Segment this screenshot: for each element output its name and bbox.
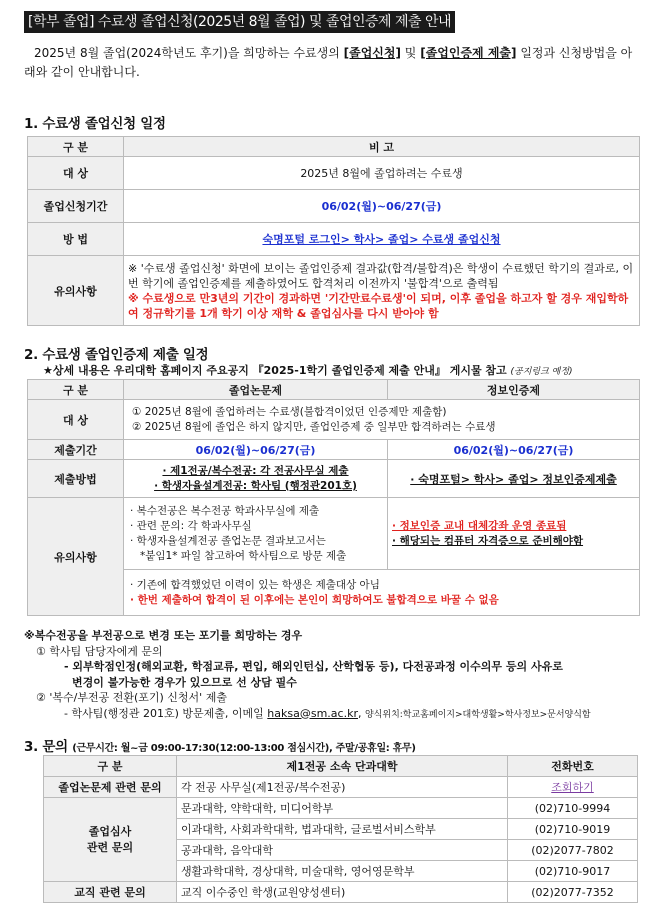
s2-method-thesis-1: · 제1전공/복수전공: 각 전공사무실 제출 [162, 464, 349, 477]
section2-reference-text: ★상세 내용은 우리대학 홈페이지 주요공지 『2025-1학기 졸업인증제 제출 안내』 게시물 참고 [43, 364, 507, 377]
s2-thesis-note-2: · 관련 문의: 각 학과사무실 [130, 519, 252, 532]
double-major-step1-detail2: 변경이 불가능한 경우가 있으므로 선 상담 필수 [72, 675, 297, 689]
s3-review-college-3: 공과대학, 음악대학 [177, 840, 508, 861]
haksa-email-link[interactable]: haksa@sm.ac.kr [267, 706, 358, 720]
section2-table [27, 379, 640, 616]
section2-link-pending: (공지링크 예정) [510, 367, 573, 377]
double-major-heading: ※복수전공을 부전공으로 변경 또는 포기를 희망하는 경우 [24, 629, 303, 642]
s2-thesis-note-3: · 학생자율설계전공 졸업논문 결과보고서는 [130, 534, 326, 547]
s2-info-note-1: · 정보인증 교내 대체강좌 운영 종료됨 [392, 519, 567, 532]
double-major-step2: ② '복수/부전공 전환(포기) 신청서' 제출 [36, 691, 227, 704]
s3-teaching-phone: (02)2077-7352 [508, 882, 638, 903]
s3-header-college: 제1전공 소속 단과대학 [177, 756, 508, 777]
s3-review-label: 졸업심사 관련 문의 [44, 798, 177, 882]
double-major-step1-detail1: - 외부학점인정(해외교환, 학점교류, 편입, 해외인턴십, 산학협동 등), 다전공과정 이수의무 등의 사유로 [64, 660, 563, 673]
s1-period-value: 06/02(월)~06/27(금) [124, 190, 640, 223]
s1-period-label: 졸업신청기간 [28, 190, 124, 223]
s2-header-category: 구 분 [28, 380, 124, 400]
s2-method-thesis-2: · 학생자율설계전공: 학사팀 (행정관201호) [154, 479, 357, 492]
s1-method-link[interactable]: 숙명포털 로그인> 학사> 졸업> 수료생 졸업신청 [262, 233, 501, 246]
s3-thesis-label: 졸업논문제 관련 문의 [44, 777, 177, 798]
s2-period-thesis: 06/02(월)~06/27(금) [124, 440, 388, 460]
s3-review-phone-1: (02)710-9994 [508, 798, 638, 819]
s2-header-thesis: 졸업논문제 [124, 380, 388, 400]
s2-period-label: 제출기간 [28, 440, 124, 460]
section2-reference [43, 362, 573, 378]
s1-note-1: ※ '수료생 졸업신청' 화면에 보이는 졸업인증제 결과값(합격/불합격)은 학생이 수료했던 학기의 결과로, 이번 학기에 졸업인증제를 제출하였어도 합격처리 이전까지 '불합격'으로 출력됨 [128, 261, 634, 290]
section3-heading-row [24, 735, 416, 755]
s1-target-label: 대 상 [28, 157, 124, 190]
section1-table [27, 136, 640, 326]
s3-teaching-college: 교직 이수중인 학생(교원양성센터) [177, 882, 508, 903]
s1-method-label: 방 법 [28, 223, 124, 256]
intro-paragraph [24, 44, 640, 82]
s3-review-college-1: 문과대학, 약학대학, 미디어학부 [177, 798, 508, 819]
s3-teaching-label: 교직 관련 문의 [44, 882, 177, 903]
intro-text-1: 2025년 8월 졸업(2024학년도 후기)을 희망하는 수료생의 [34, 46, 344, 60]
s3-review-college-4: 생활과학대학, 경상대학, 미술대학, 영어영문학부 [177, 861, 508, 882]
s1-target-value: 2025년 8월에 졸업하려는 수료생 [124, 157, 640, 190]
s2-period-info: 06/02(월)~06/27(금) [388, 440, 640, 460]
form-location: 양식위치:학교홈페이지>대학생활>학사정보>문서양식함 [364, 709, 591, 720]
intro-text-3: 일정과 신청방법을 아래와 같이 안내합니다. [24, 46, 633, 79]
intro-bold-certification: [졸업인증제 제출] [420, 46, 517, 60]
page-title: [학부 졸업] 수료생 졸업신청(2025년 8월 졸업) 및 졸업인증제 제출 안내 [24, 11, 455, 33]
intro-text-2: 및 [400, 46, 421, 60]
s3-review-phone-3: (02)2077-7802 [508, 840, 638, 861]
s2-info-note-2: · 해당되는 컴퓨터 자격증으로 준비해야함 [392, 534, 584, 547]
s2-notes-label: 유의사항 [28, 498, 124, 616]
section3-table [43, 755, 638, 903]
double-major-step2-detail [24, 706, 644, 724]
s1-note-2: ※ 수료생으로 만3년의 기간이 경과하면 '기간만료수료생'이 되며, 이후 졸업을 하고자 할 경우 재입학하여 정규학기를 1개 학기 이상 재학 & 졸업심사를 다시 받아야 함 [128, 291, 629, 320]
s3-review-phone-2: (02)710-9019 [508, 819, 638, 840]
s1-notes-label: 유의사항 [28, 256, 124, 326]
s2-target-2: ② 2025년 8월에 졸업은 하지 않지만, 졸업인증제 중 일부만 합격하려는 수료생 [132, 420, 496, 433]
s3-header-category: 구 분 [44, 756, 177, 777]
s2-header-info: 정보인증제 [388, 380, 640, 400]
lookup-link[interactable]: 조회하기 [551, 781, 594, 794]
section2-heading: 2. 수료생 졸업인증제 제출 일정 [24, 347, 209, 363]
s2-common-note-2: · 한번 제출하여 합격이 된 이후에는 본인이 희망하여도 불합격으로 바꿀 수 없음 [130, 593, 499, 606]
s3-header-phone: 전화번호 [508, 756, 638, 777]
s1-header-remarks: 비 고 [124, 137, 640, 157]
section1-heading: 1. 수료생 졸업신청 일정 [24, 116, 166, 132]
s3-review-college-2: 이과대학, 사회과학대학, 법과대학, 글로벌서비스학부 [177, 819, 508, 840]
s2-method-label: 제출방법 [28, 460, 124, 498]
section3-heading: 3. 문의 [24, 739, 68, 755]
step2-detail-prefix: - 학사팀(행정관 201호) 방문제출, 이메일 [64, 706, 268, 720]
double-major-notice [24, 628, 644, 723]
s2-thesis-note-1: · 복수전공은 복수전공 학과사무실에 제출 [130, 504, 320, 517]
double-major-step1: ① 학사팀 담당자에게 문의 [36, 644, 163, 658]
intro-bold-graduation: [졸업신청] [343, 46, 401, 60]
s2-target-label: 대 상 [28, 400, 124, 440]
s2-thesis-note-4: *붙임1* 파일 참고하여 학사팀으로 방문 제출 [140, 549, 347, 562]
section3-hours: (근무시간: 월~금 09:00-17:30(12:00-13:00 점심시간), 주말/공휴일: 휴무) [72, 743, 416, 754]
s3-thesis-college: 각 전공 사무실(제1전공/복수전공) [177, 777, 508, 798]
s2-target-1: ① 2025년 8월에 졸업하려는 수료생(불합격이었던 인증제만 제출함) [132, 405, 447, 418]
step2-detail-suffix: , [357, 706, 362, 720]
s2-method-info: · 숙명포털> 학사> 졸업> 정보인증제제출 [410, 472, 617, 486]
s3-review-phone-4: (02)710-9017 [508, 861, 638, 882]
s2-common-note-1: · 기존에 합격했었던 이력이 있는 학생은 제출대상 아님 [130, 578, 380, 591]
s1-header-category: 구 분 [28, 137, 124, 157]
